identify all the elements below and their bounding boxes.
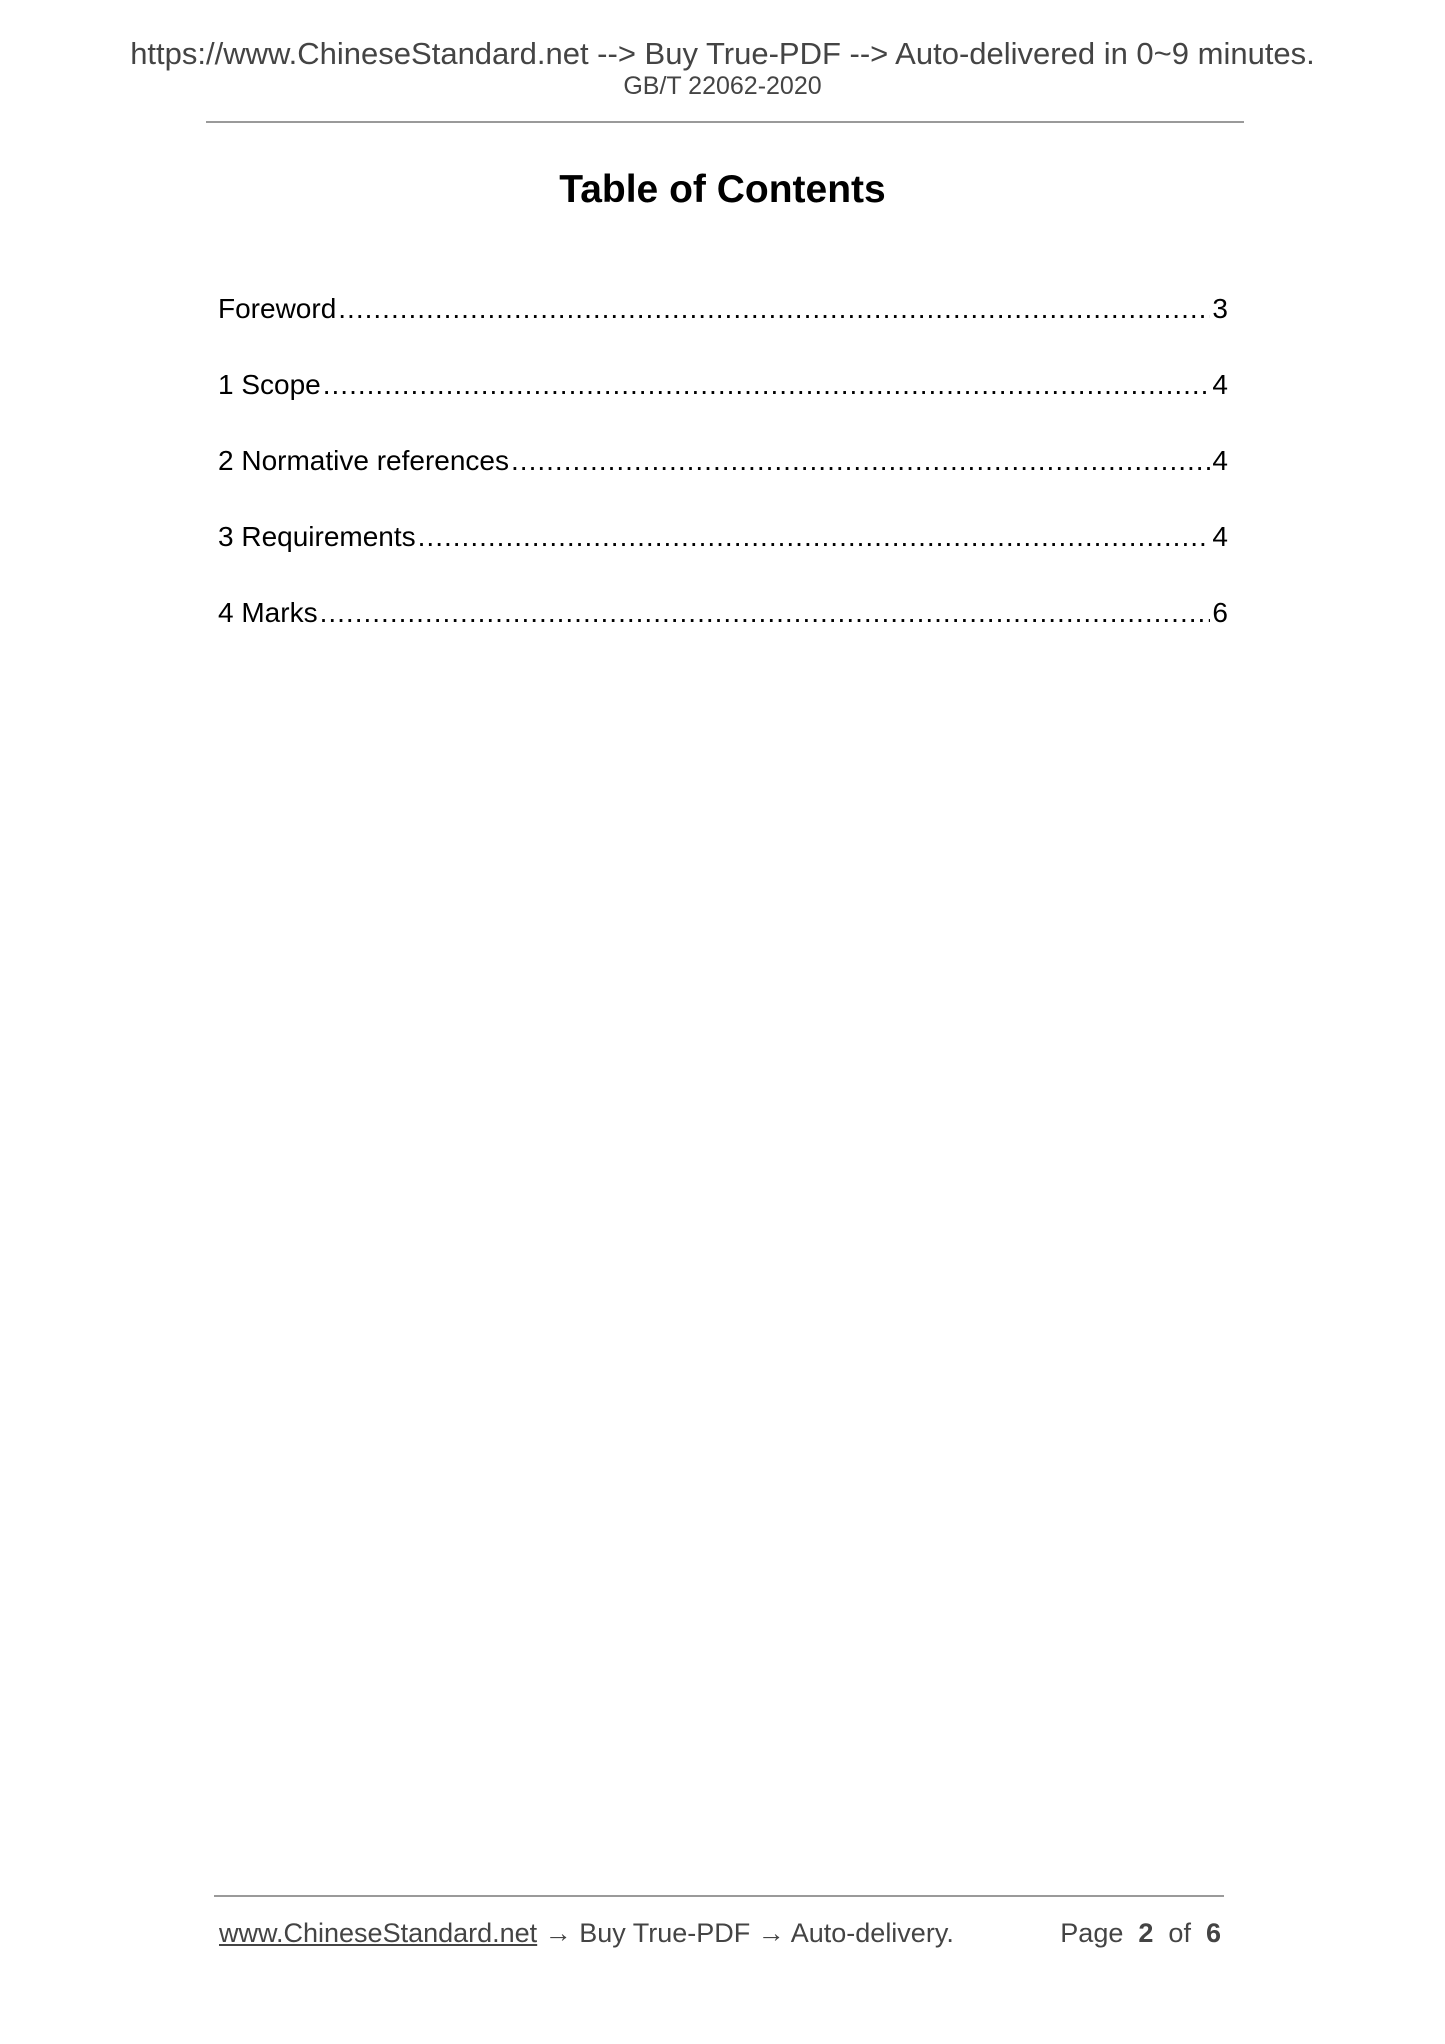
- toc-entry-label: Foreword: [218, 293, 337, 324]
- toc-entry-marks[interactable]: [218, 595, 1228, 671]
- footer-left: [219, 1917, 954, 1949]
- toc-dot-leader: [323, 367, 1211, 403]
- footer-divider: [214, 1895, 1224, 1897]
- toc-entry-scope[interactable]: [218, 367, 1228, 443]
- footer-page-word: Page: [1060, 1918, 1124, 1948]
- toc-entry-page: 4: [1212, 521, 1228, 552]
- toc-list: [218, 291, 1228, 671]
- document-code: GB/T 22062-2020: [623, 72, 822, 100]
- footer-tagline: → Buy True-PDF → Auto-delivery.: [537, 1918, 954, 1948]
- toc-entry-requirements[interactable]: [218, 519, 1228, 595]
- toc-entry-normative-references[interactable]: [218, 443, 1228, 519]
- toc-dot-leader: [338, 291, 1210, 327]
- footer-site-link[interactable]: www.ChineseStandard.net: [219, 1918, 538, 1948]
- footer-page-total: 6: [1205, 1918, 1221, 1948]
- toc-entry-foreword[interactable]: [218, 291, 1228, 367]
- toc-entry-page: 4: [1212, 369, 1228, 400]
- header-divider: [206, 121, 1244, 123]
- toc-entry-label: 3 Requirements: [218, 521, 416, 552]
- header-banner[interactable]: https://www.ChineseStandard.net --> Buy True-PDF --> Auto-delivered in 0~9 minutes.: [130, 36, 1315, 71]
- toc-dot-leader: [320, 595, 1211, 631]
- toc-dot-leader: [418, 519, 1211, 555]
- toc-title: Table of Contents: [559, 168, 886, 211]
- toc-dot-leader: [511, 443, 1210, 479]
- toc-entry-page: 4: [1212, 445, 1228, 476]
- toc-entry-page: 3: [1212, 293, 1228, 324]
- toc-entry-label: 1 Scope: [218, 369, 321, 400]
- footer-page-indicator: [1060, 1917, 1221, 1949]
- footer-of-word: of: [1168, 1918, 1191, 1948]
- footer-page-current: 2: [1138, 1918, 1154, 1948]
- toc-entry-page: 6: [1212, 597, 1228, 628]
- toc-entry-label: 4 Marks: [218, 597, 318, 628]
- toc-entry-label: 2 Normative references: [218, 445, 510, 476]
